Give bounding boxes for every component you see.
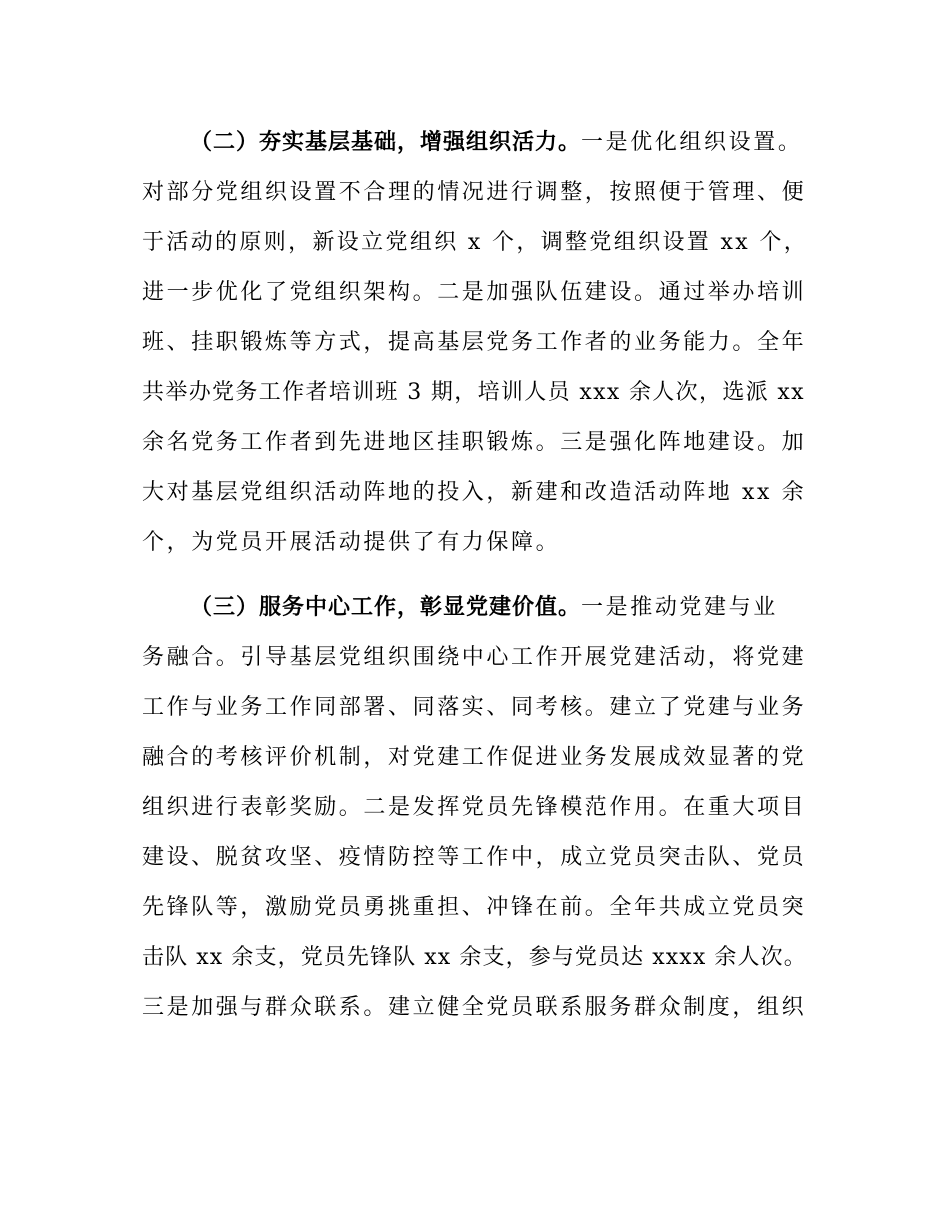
paragraph-2-heading: （二）夯实基层基础，增强组织活力。 bbox=[190, 130, 582, 155]
paragraph-3-line-9: 三是加强与群众联系。建立健全党员联系服务群众制度，组织 bbox=[142, 995, 807, 1020]
paragraph-3-line-3: 工作与业务工作同部署、同落实、同考核。建立了党建与业务 bbox=[142, 695, 807, 720]
paragraph-3-line-1: 一是推动党建与业 bbox=[581, 595, 778, 620]
paragraph-3-line-4: 融合的考核评价机制，对党建工作促进业务发展成效显著的党 bbox=[142, 745, 807, 770]
paragraph-3-line-8: 击队 xx 余支，党员先锋队 xx 余支，参与党员达 xxxx 余人次。 bbox=[142, 945, 807, 970]
paragraph-2-line-3: 于活动的原则，新设立党组织 x 个，调整党组织设置 xx 个， bbox=[142, 230, 809, 255]
paragraph-3-line-6: 建设、脱贫攻坚、疫情防控等工作中，成立党员突击队、党员 bbox=[142, 845, 807, 870]
paragraph-2-line-6: 共举办党务工作者培训班 3 期，培训人员 xxx 余人次，选派 xx bbox=[142, 380, 805, 405]
paragraph-2-line-1: 一是优化组织设置。 bbox=[581, 130, 803, 155]
paragraph-2-line-8: 大对基层党组织活动阵地的投入，新建和改造活动阵地 xx 余 bbox=[142, 480, 807, 505]
paragraph-2-line-5: 班、挂职锻炼等方式，提高基层党务工作者的业务能力。全年 bbox=[142, 330, 807, 355]
paragraph-2-line-2: 对部分党组织设置不合理的情况进行调整，按照便于管理、便 bbox=[142, 180, 807, 205]
paragraph-2-line-9: 个，为党员开展活动提供了有力保障。 bbox=[142, 530, 561, 555]
paragraph-3-heading: （三）服务中心工作，彰显党建价值。 bbox=[190, 595, 582, 620]
paragraph-3-line-7: 先锋队等，激励党员勇挑重担、冲锋在前。全年共成立党员突 bbox=[142, 895, 807, 920]
paragraph-3-line-2: 务融合。引导基层党组织围绕中心工作开展党建活动，将党建 bbox=[142, 645, 807, 670]
paragraph-3-line-5: 组织进行表彰奖励。二是发挥党员先锋模范作用。在重大项目 bbox=[142, 795, 807, 820]
paragraph-3-first-line bbox=[190, 595, 778, 621]
paragraph-2-line-7: 余名党务工作者到先进地区挂职锻炼。三是强化阵地建设。加 bbox=[142, 430, 807, 455]
paragraph-2-line-4: 进一步优化了党组织架构。二是加强队伍建设。通过举办培训 bbox=[142, 280, 807, 305]
paragraph-2-first-line bbox=[190, 130, 802, 156]
